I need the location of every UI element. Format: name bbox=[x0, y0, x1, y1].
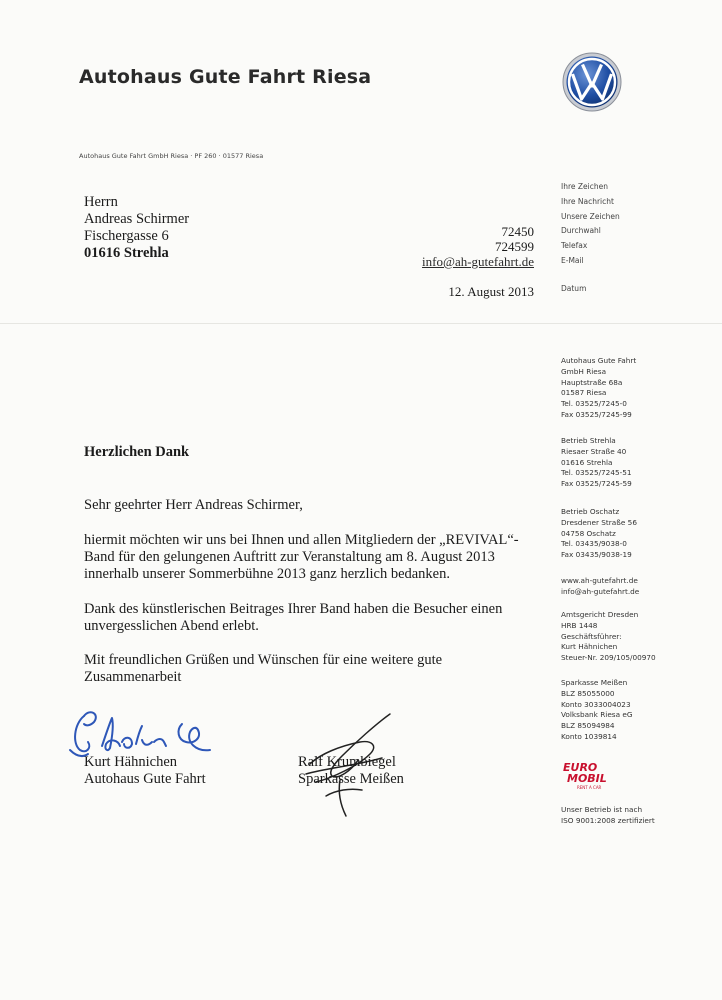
closing-line: Mit freundlichen Grüßen und Wünschen für eine weitere gute bbox=[84, 652, 443, 668]
website-link[interactable]: www.ah-gutefahrt.de bbox=[561, 576, 638, 585]
date-label: Datum bbox=[561, 284, 587, 293]
sidebar-line: GmbH Riesa bbox=[561, 366, 607, 376]
sidebar-line: ISO 9001:2008 zertifiziert bbox=[561, 815, 655, 825]
vw-logo bbox=[562, 52, 622, 112]
sidebar-line: Riesaer Straße 40 bbox=[561, 446, 627, 456]
ref-label-ihre-nachricht: Ihre Nachricht bbox=[561, 196, 614, 206]
sidebar-line: Konto 3033004023 bbox=[561, 699, 631, 709]
letter-closing bbox=[84, 652, 534, 686]
sidebar-line: Unser Betrieb ist nach bbox=[561, 805, 643, 814]
sidebar-line: Sparkasse Meißen bbox=[561, 678, 628, 687]
sidebar-head-office bbox=[561, 356, 636, 421]
sidebar-web bbox=[561, 576, 639, 598]
sidebar-line: Dresdener Straße 56 bbox=[561, 517, 637, 527]
sidebar-line: Betrieb Strehla bbox=[561, 436, 616, 445]
sidebar-bank bbox=[561, 678, 633, 743]
recipient-street: Fischergasse 6 bbox=[84, 228, 169, 244]
sidebar-branch-oschatz bbox=[561, 507, 637, 561]
sidebar-line: Kurt Hähnichen bbox=[561, 642, 618, 652]
letter-paragraph-1 bbox=[84, 532, 534, 583]
paragraph-line: Dank des künstlerischen Beitrages Ihrer Band haben die Besucher einen bbox=[84, 601, 503, 617]
letter-subject: Herzlichen Dank bbox=[84, 444, 190, 460]
greeting-text: Sehr geehrter Herr Andreas Schirmer, bbox=[84, 497, 303, 513]
euromobil-line2: MOBIL bbox=[567, 772, 607, 785]
sidebar-line: Geschäftsführer: bbox=[561, 631, 622, 641]
euromobil-logo bbox=[561, 759, 621, 791]
sidebar-registry bbox=[561, 610, 656, 664]
company-name: Autohaus Gute Fahrt Riesa bbox=[79, 66, 372, 88]
signatory-right-org: Sparkasse Meißen bbox=[298, 771, 404, 787]
sidebar-line: Fax 03525/7245-99 bbox=[561, 409, 632, 419]
telefax-value: 724599 bbox=[495, 239, 534, 254]
letter-paragraph-2 bbox=[84, 601, 534, 635]
sidebar-line: BLZ 85094984 bbox=[561, 721, 615, 731]
ref-label-email: E-Mail bbox=[561, 255, 584, 265]
euromobil-line1: EURO bbox=[563, 761, 598, 774]
email-link[interactable]: info@ah-gutefahrt.de bbox=[422, 254, 534, 269]
sidebar-line: 04758 Oschatz bbox=[561, 528, 616, 538]
paragraph-line: innerhalb unserer Sommerbühne 2013 ganz herzlich bedanken. bbox=[84, 566, 450, 582]
sender-return-address: Autohaus Gute Fahrt GmbH Riesa · PF 260 · 01577 Riesa bbox=[79, 152, 264, 160]
paragraph-line: Band für den gelungenen Auftritt zur Veranstaltung am 8. August 2013 bbox=[84, 549, 495, 565]
sidebar-line: Volksbank Riesa eG bbox=[561, 710, 633, 720]
letter-greeting bbox=[84, 497, 534, 514]
sidebar-line: Fax 03525/7245-59 bbox=[561, 479, 632, 489]
sidebar-certification bbox=[561, 805, 655, 827]
sidebar-branch-strehla bbox=[561, 436, 632, 490]
durchwahl-value: 72450 bbox=[501, 224, 534, 239]
signature-left-image bbox=[66, 700, 226, 762]
sidebar-line: 01587 Riesa bbox=[561, 388, 607, 398]
signatory-right-name: Ralf Krumbiegel bbox=[298, 754, 396, 770]
letter-date: 12. August 2013 bbox=[448, 284, 534, 299]
recipient-name: Andreas Schirmer bbox=[84, 211, 190, 227]
sidebar-line: Tel. 03525/7245-51 bbox=[561, 468, 632, 478]
reference-labels bbox=[561, 180, 620, 269]
signatory-left-org: Autohaus Gute Fahrt bbox=[84, 771, 206, 787]
page-fold bbox=[0, 323, 722, 324]
sidebar-line: BLZ 85055000 bbox=[561, 688, 615, 698]
signatory-left-name: Kurt Hähnichen bbox=[84, 754, 178, 770]
closing-line: Zusammenarbeit bbox=[84, 669, 182, 685]
signature-right-block bbox=[298, 754, 404, 788]
recipient-city: 01616 Strehla bbox=[84, 245, 169, 261]
recipient-address bbox=[84, 194, 189, 262]
sidebar-line: HRB 1448 bbox=[561, 620, 598, 630]
sidebar-line: Autohaus Gute Fahrt bbox=[561, 356, 637, 365]
sidebar-line: Steuer-Nr. 209/105/00970 bbox=[561, 653, 656, 663]
ref-label-telefax: Telefax bbox=[561, 241, 588, 251]
paragraph-line: hiermit möchten wir uns bei Ihnen und allen Mitgliedern der „REVIVAL“- bbox=[84, 532, 519, 548]
sidebar-line: Tel. 03525/7245-0 bbox=[561, 399, 627, 409]
sidebar-email-link[interactable]: info@ah-gutefahrt.de bbox=[561, 586, 640, 596]
ref-label-durchwahl: Durchwahl bbox=[561, 226, 601, 236]
ref-label-unsere-zeichen: Unsere Zeichen bbox=[561, 211, 620, 221]
sidebar-line: Amtsgericht Dresden bbox=[561, 610, 639, 619]
ref-label-ihre-zeichen: Ihre Zeichen bbox=[561, 182, 608, 191]
signature-left-block bbox=[84, 754, 206, 788]
euromobil-line3: RENT A CAR bbox=[577, 785, 602, 790]
sidebar-line: Betrieb Oschatz bbox=[561, 507, 620, 516]
paragraph-line: unvergesslichen Abend erlebt. bbox=[84, 618, 259, 634]
sidebar-line: Konto 1039814 bbox=[561, 731, 617, 741]
sidebar-line: Hauptstraße 68a bbox=[561, 377, 623, 387]
sidebar-line: Fax 03435/9038-19 bbox=[561, 550, 632, 560]
reference-values bbox=[422, 224, 534, 269]
sidebar-line: Tel. 03435/9038-0 bbox=[561, 539, 627, 549]
sidebar-line: 01616 Strehla bbox=[561, 457, 613, 467]
recipient-salutation: Herrn bbox=[84, 194, 118, 210]
